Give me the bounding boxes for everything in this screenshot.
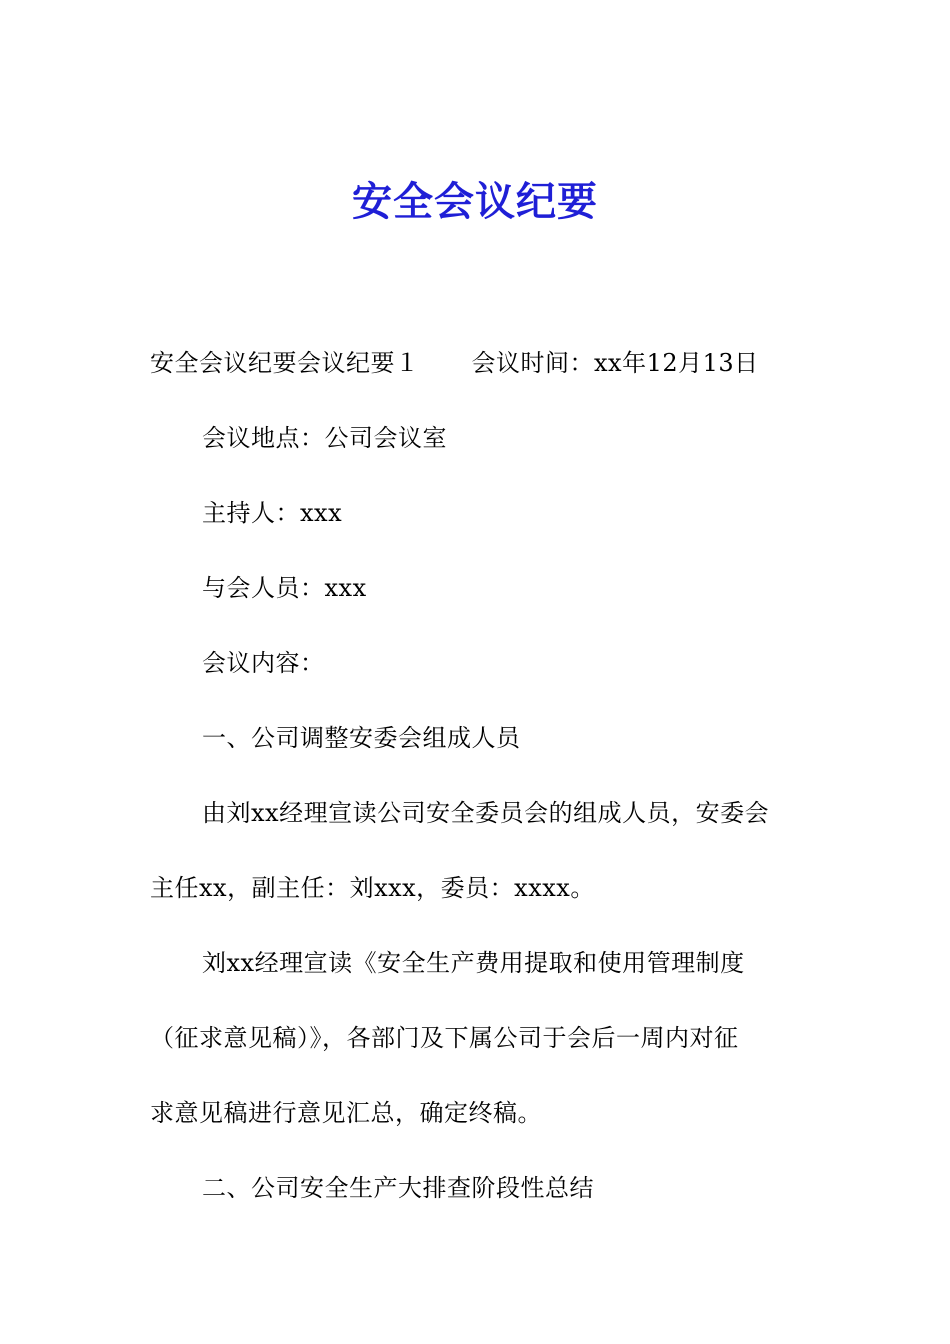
document-title: 安全会议纪要 [352, 179, 598, 225]
section-2-heading: 二、公司安全生产大排查阶段性总结 [202, 1174, 594, 1202]
paragraph-2-line-1: 刘xx经理宣读《安全生产费用提取和使用管理制度 [202, 949, 745, 977]
meeting-location: 会议地点：公司会议室 [202, 424, 447, 452]
meeting-time: 会议时间：xx年12月13日 [471, 349, 759, 377]
meeting-attendees: 与会人员：xxx [202, 574, 367, 602]
paragraph-2-line-3: 求意见稿进行意见汇总，确定终稿。 [150, 1099, 542, 1127]
section-1-heading: 一、公司调整安委会组成人员 [202, 724, 521, 752]
paragraph-2-line-2: （征求意见稿）》，各部门及下属公司于会后一周内对征 [150, 1024, 739, 1052]
document-body [150, 326, 802, 1226]
meeting-content-label: 会议内容： [202, 649, 325, 677]
minutes-heading: 安全会议纪要会议纪要１ [150, 349, 420, 377]
paragraph-1-line-1: 由刘xx经理宣读公司安全委员会的组成人员，安委会 [202, 799, 770, 827]
paragraph-1-line-2: 主任xx，副主任：刘xxx，委员：xxxx。 [150, 874, 595, 902]
meeting-host: 主持人：xxx [202, 499, 343, 527]
first-line [150, 326, 802, 401]
